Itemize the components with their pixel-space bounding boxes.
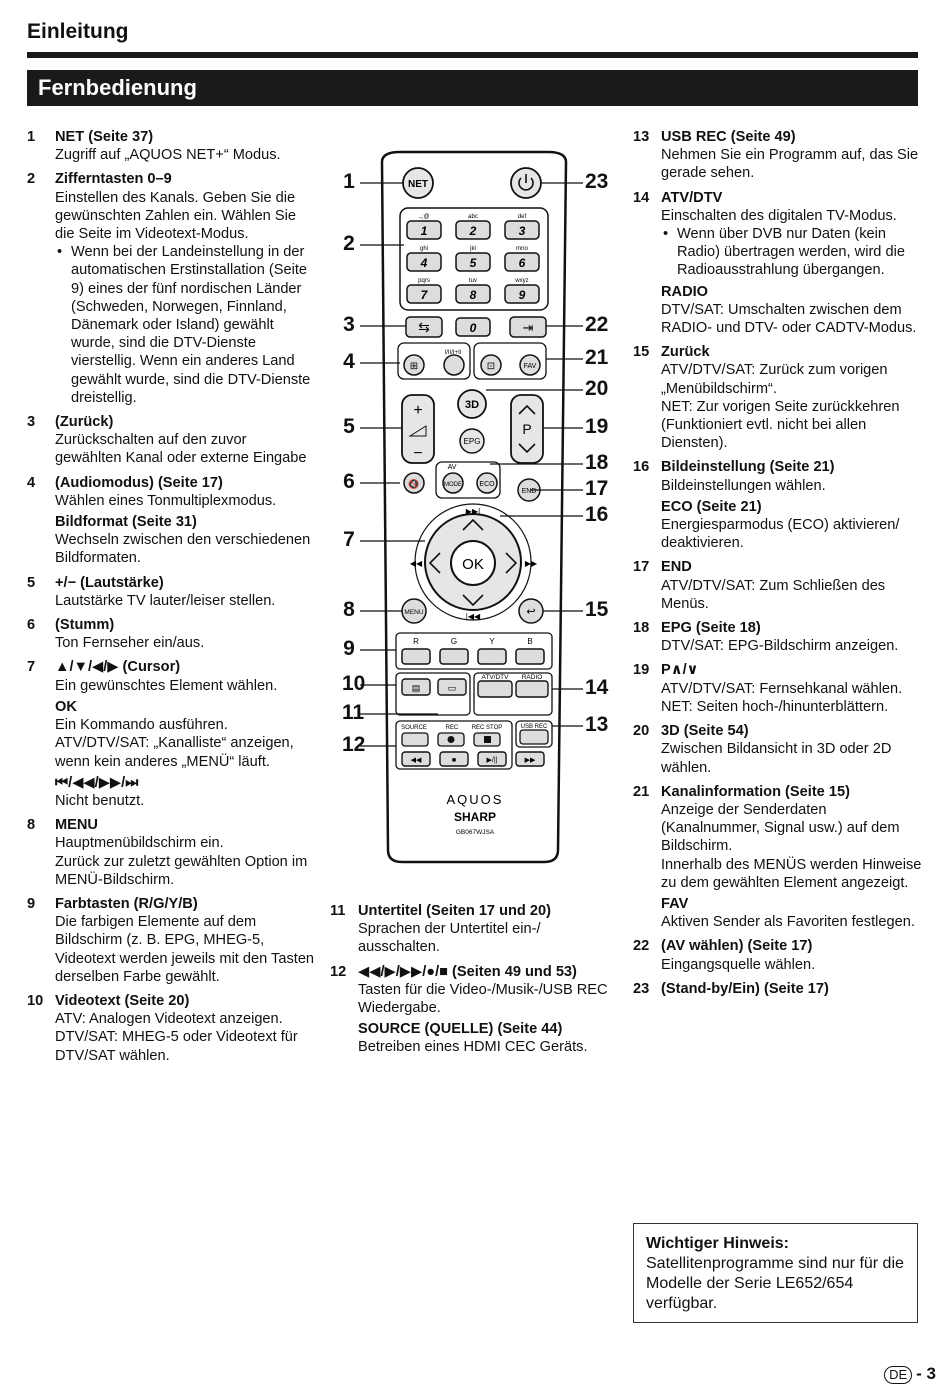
digit-label: 2 (469, 224, 477, 238)
color-key-label: G (450, 637, 458, 646)
entry-text: Energiesparmodus (ECO) aktivieren/ deaktivieren. (661, 517, 900, 552)
volume-up-icon: + (413, 402, 423, 419)
digit-label: 9 (518, 288, 526, 302)
model-number: GB067WJSA (455, 829, 495, 836)
audio-button (444, 355, 464, 375)
playback-icon: ▶/|| (486, 757, 498, 764)
entry-text: ATV/DTV/SAT: „Kanalliste“ anzeigen, wenn kein anderes „MENÜ“ läuft. (55, 735, 294, 770)
entry-number: 16 (633, 459, 650, 476)
entry-text: ATV/DTV/SAT: Zurück zum vorigen „Menübildschirm“. (661, 362, 888, 397)
callout-13: 13 (585, 713, 609, 736)
entry-subheading: Bildformat (Seite 31) (55, 514, 197, 531)
entry-text: Betreiben eines HDMI CEC Geräts. (358, 1039, 588, 1056)
svg-text:REC STOP: REC STOP (471, 725, 503, 731)
section-title: Einleitung (27, 20, 129, 43)
color-key-label: R (413, 637, 419, 646)
entry-number: 17 (633, 559, 650, 576)
digit-label: 1 (420, 224, 428, 238)
entry-20 (633, 722, 923, 777)
entry-bullet: • Wenn bei der Landeinstellung in der automatischen Erstinstallation (Seite 9) eines der fünf nordischen Länder (Schweden, Norwegen, Finnland, Dänemark oder Island) gewählt wurde, sind die DTV-Dienste vierstellig. Wenn ein anderes Land gewählt wurde, sind die DTV-Dienste dreistellig. (55, 243, 317, 407)
entry-1 (27, 128, 317, 164)
entry-number: 2 (27, 171, 36, 188)
input-icon: ⇥ (522, 320, 534, 335)
svg-text:I/II/I+II: I/II/I+II (444, 350, 462, 356)
color-key-B (516, 649, 544, 664)
callout-2: 2 (343, 232, 355, 255)
subtitle-icon: ▭ (447, 683, 457, 693)
entry-7 (27, 658, 317, 810)
key-letters: .,;@ (418, 214, 430, 220)
entry-19 (633, 661, 923, 716)
page-number-value: - 3 (916, 1364, 936, 1383)
entry-text: Nehmen Sie ein Programm auf, das Sie gerade sehen. (661, 147, 919, 182)
entry-heading: +/− (Lautstärke) (55, 574, 164, 591)
3d-label: 3D (464, 399, 480, 411)
entry-number: 8 (27, 817, 36, 834)
left-column (27, 128, 317, 1071)
svg-text:AV: AV (447, 464, 457, 471)
digit-label: 0 (469, 321, 477, 335)
atvdtv-button (478, 681, 512, 697)
entry-heading: END (661, 559, 692, 576)
end-label: END (521, 488, 537, 495)
svg-text:SOURCE: SOURCE (401, 725, 427, 731)
entry-number: 5 (27, 574, 36, 591)
entry-11 (330, 902, 615, 957)
entry-subheading: ⏮/◀◀/▶▶/⏭ (55, 774, 139, 791)
entry-heading: Untertitel (Seiten 17 und 20) (358, 903, 551, 919)
entry-number: 3 (27, 414, 36, 431)
digit-label: 7 (420, 288, 428, 302)
notice-text: Satellitenprogramme sind nur für die Modelle der Serie LE652/654 verfügbar. (646, 1255, 904, 1312)
entry-text: ATV/DTV/SAT: Fernsehkanal wählen. (661, 680, 903, 697)
aquos-logo: AQUOS (446, 792, 504, 807)
entry-number: 21 (633, 783, 650, 800)
middle-column (330, 902, 615, 1063)
entry-subheading: OK (55, 698, 77, 715)
entry-text: Lautstärke TV lauter/leiser stellen. (55, 592, 276, 609)
entry-number: 13 (633, 129, 650, 145)
entry-text: Bildeinstellungen wählen. (661, 477, 826, 494)
entry-text: Eingangsquelle wählen. (661, 956, 816, 973)
entry-15 (633, 343, 923, 452)
top-rule (27, 52, 918, 58)
callout-7: 7 (343, 528, 355, 551)
ok-label: OK (462, 556, 484, 573)
entry-text: Innerhalb des MENÜS werden Hinweise zu dem gewählten Element angezeigt. (661, 856, 922, 891)
entry-number: 4 (27, 474, 36, 491)
callout-18: 18 (585, 451, 609, 474)
svg-text:◀◀: ◀◀ (409, 559, 423, 568)
entry-10 (27, 992, 317, 1065)
entry-9 (27, 895, 317, 986)
callout-1: 1 (343, 170, 355, 193)
entry-heading: (Zurück) (55, 414, 114, 431)
digit-label: 5 (469, 256, 477, 270)
entry-subheading: SOURCE (QUELLE) (Seite 44) (358, 1021, 563, 1038)
entry-text: ATV/DTV/SAT: Zum Schließen des Menüs. (661, 577, 886, 612)
entry-heading: (Audiomodus) (Seite 17) (55, 474, 223, 491)
entry-bullet: • Wenn über DVB nur Daten (kein Radio) übertragen werden, wird die Radioausstrahlung übergangen. (661, 225, 923, 280)
remote-illustration (330, 150, 620, 870)
entry-heading: (Stand-by/Ein) (Seite 17) (661, 980, 829, 997)
svg-text:ECO: ECO (479, 481, 495, 488)
entry-text: ATV: Analogen Videotext anzeigen. (55, 1011, 283, 1028)
entry-text: NET: Zur vorigen Seite zurückkehren (Funktioniert evtl. nicht bei allen Diensten). (661, 398, 900, 452)
entry-3 (27, 413, 317, 468)
key-letters: wxyz (515, 278, 529, 284)
language-badge: DE (884, 1366, 912, 1384)
callout-19: 19 (585, 415, 609, 438)
entry-23 (633, 980, 923, 998)
entry-text: Anzeige der Senderdaten (Kanalnummer, Signal usw.) auf dem Bildschirm. (661, 801, 900, 855)
entry-heading: 3D (Seite 54) (661, 723, 749, 740)
callout-8: 8 (343, 598, 355, 621)
entry-heading: Zurück (661, 344, 710, 361)
callout-16: 16 (585, 503, 609, 526)
epg-label: EPG (463, 437, 481, 446)
entry-text: DTV/SAT: Umschalten zwischen dem RADIO- und DTV- oder CADTV-Modus. (661, 301, 917, 337)
entry-heading: Bildeinstellung (Seite 21) (661, 459, 835, 476)
page-title: Fernbedienung (38, 75, 197, 100)
entry-heading: Videotext (Seite 20) (55, 992, 190, 1009)
callout-5: 5 (343, 415, 355, 438)
playback-icon: ■ (451, 757, 457, 764)
entry-heading: Zifferntasten 0–9 (55, 171, 172, 188)
entry-6 (27, 616, 317, 652)
entry-heading: ▲/▼/◀/▶ (Cursor) (55, 659, 181, 676)
entry-heading: EPG (Seite 18) (661, 620, 761, 637)
entry-2 (27, 170, 317, 407)
title-bar (27, 70, 918, 106)
svg-text:ATV/DTV: ATV/DTV (481, 674, 509, 681)
radio-button (516, 681, 548, 697)
notice-title: Wichtiger Hinweis: (646, 1235, 789, 1252)
entry-number: 9 (27, 895, 36, 912)
color-key-R (402, 649, 430, 664)
entry-17 (633, 558, 923, 613)
key-letters: jkl (470, 246, 476, 252)
teletext-icon: ▤ (411, 683, 421, 693)
callout-6: 6 (343, 470, 355, 493)
svg-text:▶▶|: ▶▶| (465, 507, 481, 516)
menu-label: MENU (404, 609, 424, 616)
entry-heading: (AV wählen) (Seite 17) (661, 938, 813, 955)
svg-text:RADIO: RADIO (521, 674, 543, 681)
playback-icon: ▶▶ (524, 757, 536, 764)
entry-number: 14 (633, 189, 650, 206)
entry-21 (633, 783, 923, 932)
entry-subheading: ECO (Seite 21) (661, 498, 762, 515)
entry-text: Zurückschalten auf den zuvor gewählten Kanal oder externe Eingabe (55, 432, 307, 467)
callout-15: 15 (585, 598, 609, 621)
entry-text: DTV/SAT: MHEG-5 oder Videotext für DTV/SAT wählen. (55, 1029, 298, 1064)
svg-text:REC: REC (445, 725, 459, 731)
key-letters: def (517, 214, 527, 220)
entry-text: Nicht benutzt. (55, 792, 145, 809)
entry-12 (330, 963, 615, 1057)
entry-heading: P∧/∨ (661, 662, 699, 679)
entry-heading: Kanalinformation (Seite 15) (661, 783, 850, 800)
usb-rec-button (520, 730, 548, 744)
callout-10: 10 (342, 672, 366, 695)
entry-heading: ◀◀/▶/▶▶/●/■ (Seiten 49 und 53) (358, 963, 577, 980)
entry-8 (27, 816, 317, 889)
p-label: P (522, 421, 532, 437)
entry-text: Aktiven Sender als Favoriten festlegen. (661, 914, 915, 931)
color-key-G (440, 649, 468, 664)
svg-text:⊡: ⊡ (486, 361, 496, 372)
entry-text: Zugriff auf „AQUOS NET+“ Modus. (55, 147, 281, 164)
entry-text: Zurück zur zuletzt gewählten Option im MENÜ-Bildschirm. (55, 853, 308, 888)
digit-label: 4 (420, 256, 428, 270)
playback-icon: ◀◀ (410, 757, 422, 764)
return-icon: ⇆ (418, 319, 430, 335)
important-notice (633, 1223, 918, 1323)
callout-23: 23 (585, 170, 609, 193)
back-icon: ↩ (526, 606, 536, 618)
entry-text: Wählen eines Tonmultiplexmodus. (55, 492, 277, 509)
entry-16 (633, 458, 923, 552)
entry-text: Einstellen des Kanals. Geben Sie die gewünschten Zahlen ein. Wählen Sie die Seite im Videotext-Modus. (55, 189, 296, 243)
callout-11: 11 (342, 701, 365, 724)
entry-heading: NET (Seite 37) (55, 129, 154, 145)
entry-number: 6 (27, 617, 36, 634)
mute-icon: 🔇 (408, 479, 420, 489)
entry-heading: USB REC (Seite 49) (661, 129, 796, 145)
entry-18 (633, 619, 923, 655)
entry-14 (633, 189, 923, 338)
entry-13 (633, 128, 923, 183)
entry-number: 12 (330, 963, 347, 980)
entry-number: 11 (330, 903, 346, 919)
entry-number: 20 (633, 723, 650, 740)
svg-text:▶▶: ▶▶ (524, 559, 538, 568)
volume-down-icon: − (413, 445, 423, 462)
callout-3: 3 (343, 313, 355, 336)
entry-4 (27, 474, 317, 568)
entry-text: NET: Seiten hoch-/hinunterblättern. (661, 698, 889, 715)
entry-number: 7 (27, 659, 36, 676)
entry-subheading: RADIO (661, 283, 709, 300)
callout-17: 17 (585, 477, 609, 500)
callout-9: 9 (343, 637, 355, 660)
entry-heading: Farbtasten (R/G/Y/B) (55, 895, 198, 912)
entry-text: Hauptmenübildschirm ein. (55, 835, 224, 852)
callout-20: 20 (585, 377, 609, 400)
digit-label: 8 (469, 288, 477, 302)
entry-text: Die farbigen Elemente auf dem Bildschirm (z. B. EPG, MHEG-5, Videotext werden jeweils mit den Tasten derselben Farbe gewählt. (55, 914, 315, 985)
key-letters: ghi (419, 246, 429, 252)
entry-22 (633, 937, 923, 973)
sharp-logo: SHARP (453, 810, 497, 824)
entry-text: Wechseln zwischen den verschiedenen Bildformaten. (55, 532, 311, 567)
svg-text:⊞: ⊞ (409, 361, 419, 372)
entry-text: Sprachen der Untertitel ein-/ ausschalten. (358, 921, 541, 956)
entry-text: Ein Kommando ausführen. (55, 717, 228, 734)
svg-text:MODE: MODE (444, 482, 462, 488)
entry-heading: (Stumm) (55, 617, 115, 634)
color-key-label: B (527, 637, 533, 646)
page-number (884, 1364, 936, 1384)
entry-text: Ein gewünschtes Element wählen. (55, 677, 278, 694)
entry-number: 15 (633, 344, 650, 361)
entry-text: Ton Fernseher ein/aus. (55, 635, 205, 652)
right-column (633, 128, 923, 1004)
entry-text: Zwischen Bildansicht in 3D oder 2D wählen. (661, 741, 892, 776)
entry-text: Einschalten des digitalen TV-Modus. (661, 207, 897, 224)
color-key-label: Y (489, 637, 495, 646)
callout-21: 21 (585, 346, 609, 369)
entry-number: 23 (633, 980, 650, 997)
net-label: NET (408, 179, 428, 190)
entry-heading: MENU (55, 817, 98, 834)
entry-5 (27, 574, 317, 610)
fav-label: FAV (523, 363, 537, 370)
color-key-Y (478, 649, 506, 664)
key-letters: tuv (468, 278, 478, 284)
source-button (402, 733, 428, 746)
key-letters: abc (468, 214, 478, 220)
entry-number: 1 (27, 129, 36, 145)
entry-number: 18 (633, 620, 650, 637)
key-letters: mno (516, 246, 528, 252)
key-letters: pqrs (418, 278, 430, 284)
svg-text:USB REC: USB REC (520, 724, 548, 730)
entry-number: 10 (27, 992, 44, 1009)
entry-text: Tasten für die Video-/Musik-/USB REC Wiedergabe. (358, 981, 608, 1017)
entry-text: DTV/SAT: EPG-Bildschirm anzeigen. (661, 638, 899, 655)
callout-14: 14 (585, 676, 609, 699)
digit-label: 6 (518, 256, 526, 270)
entry-number: 22 (633, 938, 650, 955)
callout-22: 22 (585, 313, 609, 336)
callout-12: 12 (342, 733, 366, 756)
entry-heading: ATV/DTV (661, 189, 723, 206)
callout-4: 4 (343, 350, 355, 373)
entry-number: 19 (633, 662, 650, 679)
entry-subheading: FAV (661, 895, 689, 912)
svg-text:|◀◀: |◀◀ (465, 612, 481, 621)
digit-label: 3 (518, 224, 526, 238)
